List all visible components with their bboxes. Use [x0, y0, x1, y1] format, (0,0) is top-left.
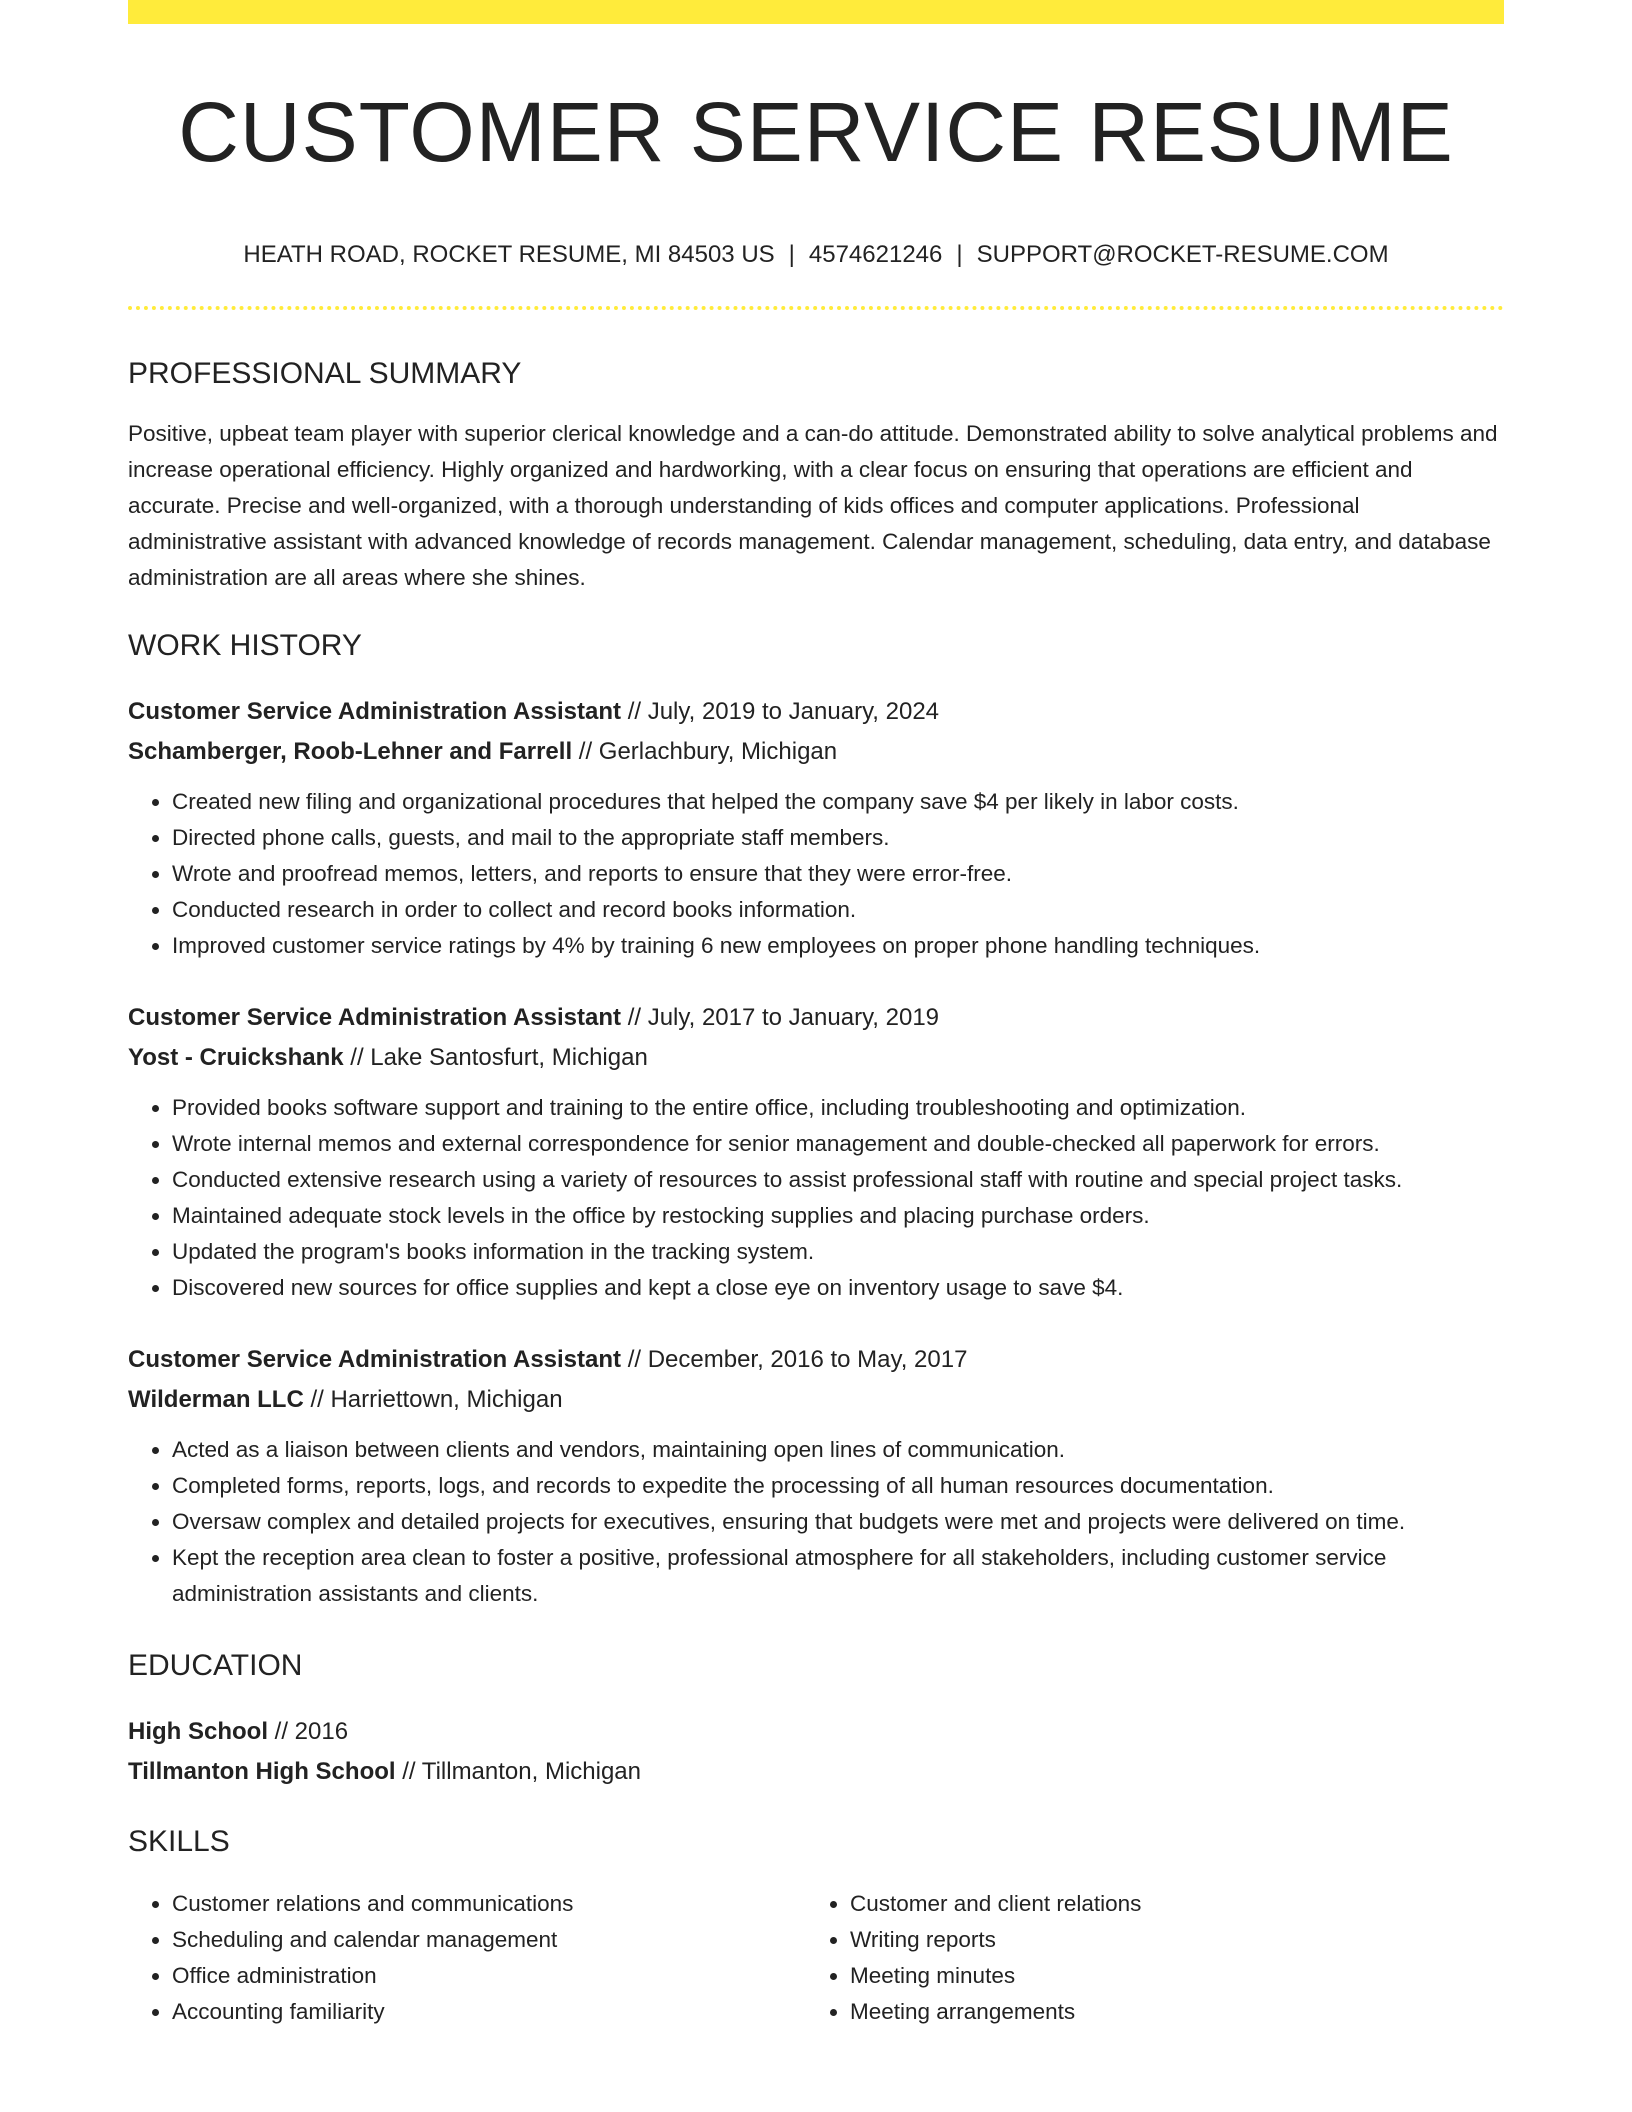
- education-location: // Tillmanton, Michigan: [395, 1758, 641, 1785]
- job-title: Customer Service Administration Assistant: [128, 1004, 622, 1031]
- job-title-line: [128, 1340, 1504, 1380]
- education-heading: EDUCATION: [128, 1649, 303, 1682]
- resume-title: CUSTOMER SERVICE RESUME: [178, 85, 1454, 179]
- list-item: • Conducted extensive research using a variety of resources to assist professional staff with routine and special project tasks.: [172, 1162, 1504, 1198]
- list-item: • Discovered new sources for office supplies and kept a close eye on inventory usage to save $4.: [172, 1270, 1504, 1306]
- contact-separator: |: [788, 241, 795, 268]
- job-company-line: [128, 732, 1504, 772]
- skill-item: • Office administration: [172, 1958, 806, 1994]
- job-company: Wilderman LLC: [128, 1386, 304, 1413]
- list-item: • Updated the program's books information in the tracking system.: [172, 1234, 1504, 1270]
- job-company: Schamberger, Roob-Lehner and Farrell: [128, 738, 573, 765]
- contact-phone: 4574621246: [808, 241, 943, 268]
- list-item: • Wrote and proofread memos, letters, and reports to ensure that they were error-free.: [172, 856, 1504, 892]
- work-history-heading: WORK HISTORY: [128, 629, 362, 662]
- contact-email: SUPPORT@ROCKET-RESUME.COM: [976, 241, 1389, 268]
- list-item: • Kept the reception area clean to foster a positive, professional atmosphere for all stakeholders, including customer service administration assistants and clients.: [172, 1540, 1504, 1612]
- job-company: Yost - Cruickshank: [128, 1044, 344, 1071]
- summary-heading: PROFESSIONAL SUMMARY: [128, 357, 522, 390]
- job-location: // Lake Santosfurt, Michigan: [343, 1044, 648, 1071]
- list-item: • Created new filing and organizational procedures that helped the company save $4 per likely in labor costs.: [172, 784, 1504, 820]
- list-item: • Improved customer service ratings by 4% by training 6 new employees on proper phone handling techniques.: [172, 928, 1504, 964]
- education-school: Tillmanton High School: [128, 1758, 396, 1785]
- job-entry: [128, 1340, 1504, 1612]
- job-entry: [128, 692, 1504, 964]
- skill-item: • Meeting arrangements: [850, 1994, 1484, 2030]
- job-title: Customer Service Administration Assistant: [128, 1346, 622, 1373]
- education-entry: [128, 1712, 1504, 1792]
- education-degree-line: [128, 1712, 1504, 1752]
- job-title-line: [128, 692, 1504, 732]
- contact-line: [128, 240, 1504, 270]
- job-bullets: [128, 1432, 1504, 1612]
- resume-page: [128, 24, 1504, 2030]
- skills-column-left: [128, 1886, 806, 2030]
- job-entry: [128, 998, 1504, 1306]
- job-bullets: [128, 1090, 1504, 1306]
- job-dates: // July, 2019 to January, 2024: [621, 698, 940, 725]
- education-degree: High School: [128, 1718, 268, 1745]
- summary-text: Positive, upbeat team player with superior clerical knowledge and a can-do attitude. Demonstrated ability to solve analytical problems and increase operational efficiency. Highly organized and hardworking, with a clear focus on ensuring that operations are efficient and accurate. Precise and well-organized, with a thorough understanding of kids offices and computer applications. Professional administrative assistant with advanced knowledge of records management. Calendar management, scheduling, data entry, and database administration are all areas where she shines.: [128, 421, 1498, 590]
- job-title-line: [128, 998, 1504, 1038]
- job-title: Customer Service Administration Assistant: [128, 698, 622, 725]
- list-item: • Provided books software support and training to the entire office, including troubleshooting and optimization.: [172, 1090, 1504, 1126]
- list-item: • Maintained adequate stock levels in the office by restocking supplies and placing purchase orders.: [172, 1198, 1504, 1234]
- skill-item: • Scheduling and calendar management: [172, 1922, 806, 1958]
- skills-column-right: [806, 1886, 1484, 2030]
- list-item: • Directed phone calls, guests, and mail to the appropriate staff members.: [172, 820, 1504, 856]
- job-company-line: [128, 1038, 1504, 1078]
- skill-item: • Customer relations and communications: [172, 1886, 806, 1922]
- list-item: • Wrote internal memos and external correspondence for senior management and double-checked all paperwork for errors.: [172, 1126, 1504, 1162]
- job-company-line: [128, 1380, 1504, 1420]
- contact-separator: |: [956, 241, 963, 268]
- skills-heading: SKILLS: [128, 1825, 230, 1858]
- dotted-divider: [128, 306, 1504, 310]
- job-location: // Harriettown, Michigan: [303, 1386, 563, 1413]
- list-item: • Acted as a liaison between clients and vendors, maintaining open lines of communication.: [172, 1432, 1504, 1468]
- accent-top-bar: [128, 0, 1504, 24]
- job-bullets: [128, 784, 1504, 964]
- skills-list: [128, 1886, 1504, 2030]
- contact-address: HEATH ROAD, ROCKET RESUME, MI 84503 US: [243, 241, 775, 268]
- job-dates: // July, 2017 to January, 2019: [621, 1004, 940, 1031]
- list-item: • Conducted research in order to collect and record books information.: [172, 892, 1504, 928]
- skill-item: • Meeting minutes: [850, 1958, 1484, 1994]
- skill-item: • Customer and client relations: [850, 1886, 1484, 1922]
- list-item: • Completed forms, reports, logs, and records to expedite the processing of all human resources documentation.: [172, 1468, 1504, 1504]
- education-year: // 2016: [268, 1718, 349, 1745]
- skill-item: • Accounting familiarity: [172, 1994, 806, 2030]
- job-location: // Gerlachbury, Michigan: [572, 738, 838, 765]
- skill-item: • Writing reports: [850, 1922, 1484, 1958]
- education-school-line: [128, 1752, 1504, 1792]
- job-dates: // December, 2016 to May, 2017: [621, 1346, 968, 1373]
- list-item: • Oversaw complex and detailed projects for executives, ensuring that budgets were met and projects were delivered on time.: [172, 1504, 1504, 1540]
